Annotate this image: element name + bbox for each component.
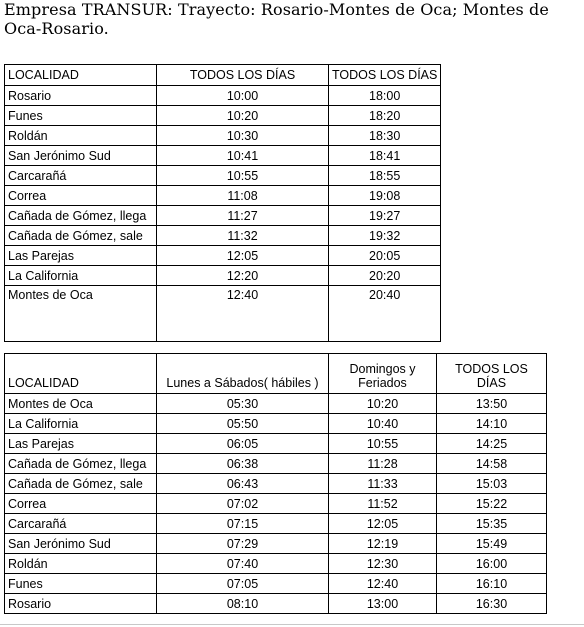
time-cell: 10:20 [329, 394, 437, 414]
locality-cell: San Jerónimo Sud [5, 146, 157, 166]
time-cell: 15:03 [437, 474, 547, 494]
column-header: LOCALIDAD [5, 65, 157, 86]
time-cell: 10:55 [329, 434, 437, 454]
table-row [5, 266, 441, 286]
table-row [5, 186, 441, 206]
table-row [5, 286, 441, 342]
time-cell: 18:00 [329, 86, 441, 106]
table-row [5, 126, 441, 146]
table-row [5, 86, 441, 106]
time-cell: 10:40 [329, 414, 437, 434]
column-header: LOCALIDAD [5, 354, 157, 394]
time-cell: 10:30 [157, 126, 329, 146]
time-cell: 14:10 [437, 414, 547, 434]
time-cell: 07:15 [157, 514, 329, 534]
locality-cell: Roldán [5, 126, 157, 146]
time-cell: 12:05 [157, 246, 329, 266]
locality-cell: Funes [5, 574, 157, 594]
table-row [5, 534, 547, 554]
time-cell: 13:50 [437, 394, 547, 414]
time-cell: 12:20 [157, 266, 329, 286]
time-cell: 11:33 [329, 474, 437, 494]
time-cell: 11:28 [329, 454, 437, 474]
time-cell: 12:40 [157, 286, 329, 342]
time-cell: 06:38 [157, 454, 329, 474]
time-cell: 14:25 [437, 434, 547, 454]
locality-cell: Carcarañá [5, 166, 157, 186]
time-cell: 18:55 [329, 166, 441, 186]
time-cell: 19:27 [329, 206, 441, 226]
time-cell: 18:30 [329, 126, 441, 146]
column-header: TODOS LOS DÍAS [437, 354, 547, 394]
locality-cell: Funes [5, 106, 157, 126]
table-row [5, 514, 547, 534]
time-cell: 07:02 [157, 494, 329, 514]
table-row [5, 594, 547, 614]
bottom-divider [0, 624, 584, 625]
locality-cell: Roldán [5, 554, 157, 574]
table-row [5, 414, 547, 434]
locality-cell: Correa [5, 494, 157, 514]
locality-cell: Cañada de Gómez, sale [5, 474, 157, 494]
table-row [5, 434, 547, 454]
locality-cell: Cañada de Gómez, llega [5, 454, 157, 474]
locality-cell: Carcarañá [5, 514, 157, 534]
time-cell: 10:41 [157, 146, 329, 166]
locality-cell: La California [5, 414, 157, 434]
header-row [5, 65, 441, 86]
locality-cell: Montes de Oca [5, 286, 157, 342]
time-cell: 19:08 [329, 186, 441, 206]
schedule-table-rosario-montes-de-oca [4, 64, 441, 342]
column-header: Lunes a Sábados( hábiles ) [157, 354, 329, 394]
table-row [5, 574, 547, 594]
time-cell: 18:41 [329, 146, 441, 166]
time-cell: 13:00 [329, 594, 437, 614]
locality-cell: Rosario [5, 86, 157, 106]
locality-cell: Las Parejas [5, 246, 157, 266]
time-cell: 06:05 [157, 434, 329, 454]
table-row [5, 474, 547, 494]
time-cell: 20:40 [329, 286, 441, 342]
time-cell: 11:27 [157, 206, 329, 226]
time-cell: 05:30 [157, 394, 329, 414]
locality-cell: Montes de Oca [5, 394, 157, 414]
table-row [5, 106, 441, 126]
table-row [5, 454, 547, 474]
time-cell: 14:58 [437, 454, 547, 474]
time-cell: 18:20 [329, 106, 441, 126]
page-title: Empresa TRANSUR: Trayecto: Rosario-Montes de Oca; Montes de Oca-Rosario. [4, 0, 549, 38]
table-row [5, 206, 441, 226]
locality-cell: Correa [5, 186, 157, 206]
time-cell: 15:35 [437, 514, 547, 534]
time-cell: 16:30 [437, 594, 547, 614]
table-row [5, 246, 441, 266]
locality-cell: San Jerónimo Sud [5, 534, 157, 554]
time-cell: 11:08 [157, 186, 329, 206]
table-row [5, 226, 441, 246]
time-cell: 10:20 [157, 106, 329, 126]
column-header: TODOS LOS DÍAS [329, 65, 441, 86]
time-cell: 12:19 [329, 534, 437, 554]
table-row [5, 494, 547, 514]
time-cell: 15:49 [437, 534, 547, 554]
time-cell: 07:05 [157, 574, 329, 594]
schedule-table-montes-de-oca-rosario [4, 353, 547, 614]
locality-cell: Cañada de Gómez, llega [5, 206, 157, 226]
table-row [5, 394, 547, 414]
locality-cell: Rosario [5, 594, 157, 614]
time-cell: 15:22 [437, 494, 547, 514]
time-cell: 06:43 [157, 474, 329, 494]
table-row [5, 166, 441, 186]
time-cell: 07:29 [157, 534, 329, 554]
time-cell: 07:40 [157, 554, 329, 574]
time-cell: 16:10 [437, 574, 547, 594]
time-cell: 16:00 [437, 554, 547, 574]
time-cell: 20:05 [329, 246, 441, 266]
time-cell: 11:32 [157, 226, 329, 246]
table-row [5, 146, 441, 166]
locality-cell: Las Parejas [5, 434, 157, 454]
time-cell: 20:20 [329, 266, 441, 286]
table-row [5, 554, 547, 574]
time-cell: 11:52 [329, 494, 437, 514]
time-cell: 10:00 [157, 86, 329, 106]
time-cell: 10:55 [157, 166, 329, 186]
time-cell: 12:40 [329, 574, 437, 594]
column-header: Domingos y Feriados [329, 354, 437, 394]
locality-cell: La California [5, 266, 157, 286]
time-cell: 05:50 [157, 414, 329, 434]
column-header: TODOS LOS DÍAS [157, 65, 329, 86]
header-row [5, 354, 547, 394]
time-cell: 12:30 [329, 554, 437, 574]
locality-cell: Cañada de Gómez, sale [5, 226, 157, 246]
time-cell: 19:32 [329, 226, 441, 246]
time-cell: 12:05 [329, 514, 437, 534]
time-cell: 08:10 [157, 594, 329, 614]
